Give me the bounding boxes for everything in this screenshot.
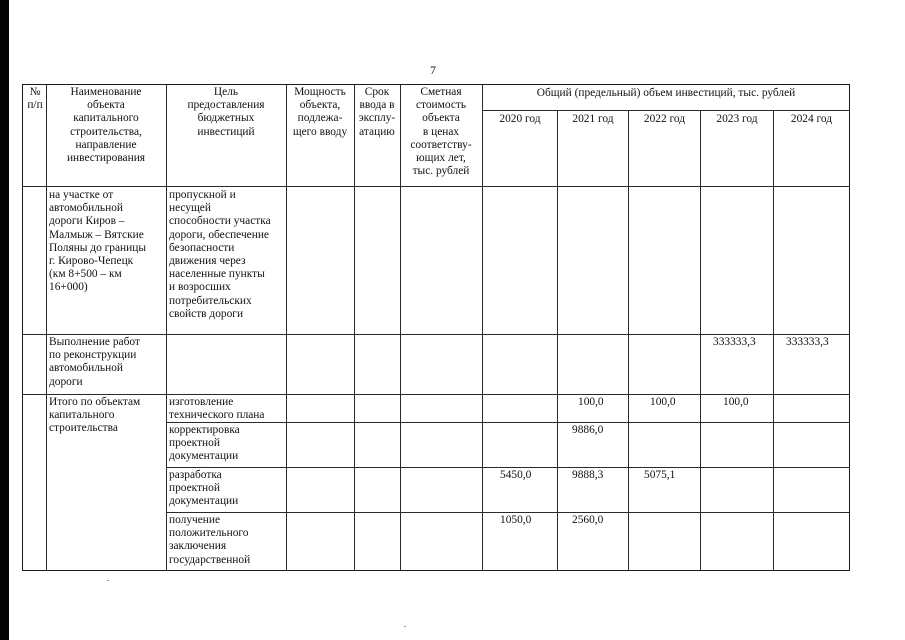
- col-divider: [482, 85, 483, 570]
- subrow3-goal: разработка проектной документации: [169, 469, 239, 508]
- page-number: 7: [430, 63, 436, 77]
- subrow4-value-2020: 1050,0: [500, 514, 532, 526]
- header-year-2021: 2021 год: [572, 113, 614, 125]
- subrow3-value-2021: 9888,3: [572, 469, 604, 481]
- row1-object-name: на участке от автомобильной дороги Киров – Малмыж – Вятские Поляны до границы г. Кирово-Чепецк (км 8+500 – км 16+000): [49, 189, 146, 294]
- header-year-2024: 2024 год: [790, 113, 833, 125]
- row-divider: [23, 186, 849, 187]
- header-goal: Цель предоставления бюджетных инвестиций: [187, 86, 265, 138]
- col-divider: [700, 110, 701, 570]
- row-divider: [23, 334, 849, 335]
- subrow1-value-2023: 100,0: [723, 396, 749, 408]
- subrow1-value-2021: 100,0: [578, 396, 604, 408]
- col-divider: [354, 85, 355, 570]
- row-divider: [166, 467, 849, 468]
- row3-object-name: Итого по объектам капитального строительства: [49, 396, 141, 435]
- header-object-name: Наименование объекта капитального строительства, направление инвестирования: [66, 86, 146, 165]
- col-divider: [557, 110, 558, 570]
- subrow2-goal: корректировка проектной документации: [169, 424, 240, 463]
- subrow3-value-2022: 5075,1: [644, 469, 676, 481]
- scan-speck: [404, 626, 406, 627]
- col-divider: [628, 110, 629, 570]
- subrow1-value-2022: 100,0: [650, 396, 676, 408]
- header-total-investment: Общий (предельный) объем инвестиций, тыс. рублей: [536, 87, 796, 99]
- subrow1-goal: изготовление технического плана: [169, 396, 265, 422]
- header-cost: Сметная стоимость объекта в ценах соответству- ющих лет, тыс. рублей: [410, 86, 472, 178]
- subrow4-value-2021: 2560,0: [572, 514, 604, 526]
- subrow3-value-2020: 5450,0: [500, 469, 532, 481]
- row-divider: [23, 394, 849, 395]
- header-capacity: Мощность объекта, подлежа- щего вводу: [292, 86, 348, 138]
- row-divider: [166, 512, 849, 513]
- header-year-2023: 2023 год: [716, 113, 758, 125]
- header-year-2020: 2020 год: [499, 113, 541, 125]
- subrow4-goal: получение положительного заключения государственной: [169, 514, 251, 566]
- investment-table: [22, 84, 850, 571]
- subrow2-value-2021: 9886,0: [572, 424, 604, 436]
- col-divider: [46, 85, 47, 570]
- col-divider: [773, 110, 774, 570]
- header-year-2022: 2022 год: [643, 113, 686, 125]
- row2-value-2024: 333333,3: [786, 336, 829, 348]
- row2-value-2023: 333333,3: [713, 336, 756, 348]
- scan-edge-bar: [0, 0, 9, 640]
- row-divider: [482, 110, 849, 111]
- header-term: Срок ввода в эксплу- атацию: [358, 86, 396, 138]
- row2-object-name: Выполнение работ по реконструкции автомобильной дороги: [49, 336, 140, 388]
- row1-goal: пропускной и несущей способности участка дороги, обеспечение безопасности движения через населенные пункты и возросших потребительских свойств дороги: [169, 189, 271, 320]
- col-divider: [166, 85, 167, 570]
- header-num: № п/п: [27, 86, 43, 112]
- scan-speck: [107, 580, 109, 581]
